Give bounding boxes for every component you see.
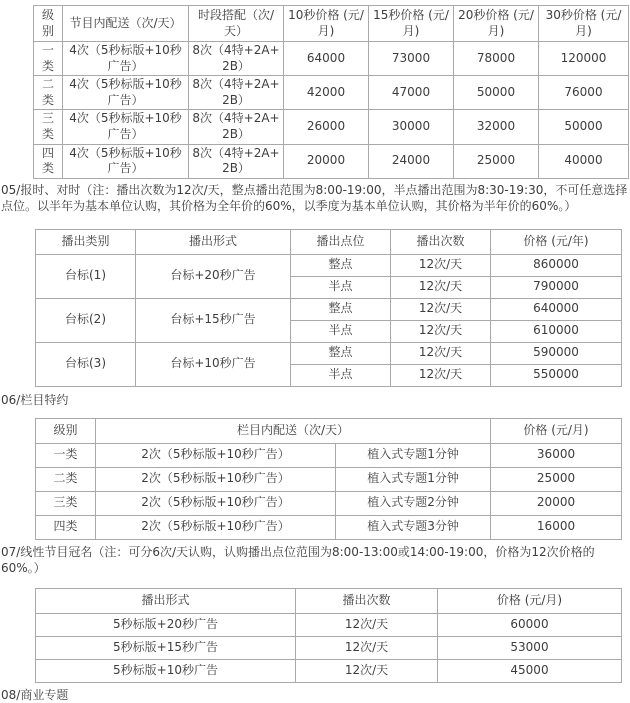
cell-times: 12次/天 — [391, 298, 491, 320]
cell-price-30s: 50000 — [539, 110, 629, 144]
table-row — [34, 76, 629, 110]
cell-embedded-topic: 植入式专题1分钟 — [336, 467, 491, 491]
col-header-price-15s: 15秒价格 (元/月) — [369, 6, 454, 42]
col-header-broadcast-position: 播出点位 — [291, 229, 391, 254]
cell-timeslot-mix: 8次（4特+2A+2B） — [189, 76, 284, 110]
cell-times: 12次/天 — [391, 364, 491, 386]
cell-times: 12次/天 — [296, 636, 438, 659]
cell-price-10s: 26000 — [284, 110, 369, 144]
linear-naming-price-table — [35, 588, 622, 683]
note-06-column-special: 06/栏目特约 — [1, 392, 69, 407]
cell-position: 整点 — [291, 342, 391, 364]
table-row — [34, 42, 629, 76]
station-logo-price-table — [35, 229, 622, 387]
program-ad-price-table — [33, 5, 629, 179]
note-08-commercial-topic: 08/商业专题 — [1, 687, 69, 702]
cell-price-20s: 50000 — [454, 76, 539, 110]
cell-level: 二类 — [36, 467, 96, 491]
cell-program-bundle: 4次（5秒标版+10秒广告） — [63, 144, 189, 178]
cell-timeslot-mix: 8次（4特+2A+2B） — [189, 110, 284, 144]
cell-embedded-topic: 植入式专题2分钟 — [336, 491, 491, 515]
cell-price-10s: 20000 — [284, 144, 369, 178]
cell-price-20s: 32000 — [454, 110, 539, 144]
cell-times: 12次/天 — [391, 320, 491, 342]
cell-price: 550000 — [491, 364, 622, 386]
col-header-price-10s: 10秒价格 (元/月) — [284, 6, 369, 42]
cell-price: 45000 — [438, 659, 622, 682]
col-header-broadcast-form: 播出形式 — [136, 229, 291, 254]
cell-price: 860000 — [491, 254, 622, 276]
table-row — [36, 491, 622, 515]
cell-position: 整点 — [291, 298, 391, 320]
cell-position: 半点 — [291, 276, 391, 298]
col-header-level: 级别 — [34, 6, 63, 42]
cell-price-30s: 40000 — [539, 144, 629, 178]
note-05-time-signal: 05/报时、对时（注：播出次数为12次/天，整点播出范围为8:00-19:00，半点播出范围为8:30-19:30，不可任意选择点位。以半年为基本单位认购，其价格为全年价的60%，以季度为基本单位认购，其价格为半年价的60%。） — [1, 182, 628, 213]
table-row — [36, 254, 622, 276]
cell-price-15s: 73000 — [369, 42, 454, 76]
col-header-level: 级别 — [36, 418, 96, 443]
cell-bundle: 2次（5秒标版+10秒广告） — [96, 443, 336, 467]
cell-level: 三类 — [34, 110, 63, 144]
col-header-broadcast-times: 播出次数 — [296, 588, 438, 613]
table-row — [36, 467, 622, 491]
cell-price: 36000 — [491, 443, 622, 467]
table-header-row — [36, 588, 622, 613]
col-header-timeslot-mix: 时段搭配（次/天） — [189, 6, 284, 42]
cell-price-30s: 76000 — [539, 76, 629, 110]
cell-price: 640000 — [491, 298, 622, 320]
cell-category: 台标(3) — [36, 342, 136, 386]
table-row — [36, 659, 622, 682]
cell-position: 整点 — [291, 254, 391, 276]
col-header-price-30s: 30秒价格 (元/月) — [539, 6, 629, 42]
cell-category: 台标(1) — [36, 254, 136, 298]
col-header-price-20s: 20秒价格 (元/月) — [454, 6, 539, 42]
cell-price-20s: 25000 — [454, 144, 539, 178]
cell-bundle: 2次（5秒标版+10秒广告） — [96, 491, 336, 515]
cell-form: 台标+10秒广告 — [136, 342, 291, 386]
cell-form: 台标+20秒广告 — [136, 254, 291, 298]
cell-form: 5秒标版+20秒广告 — [36, 613, 296, 636]
cell-timeslot-mix: 8次（4特+2A+2B） — [189, 42, 284, 76]
cell-times: 12次/天 — [296, 613, 438, 636]
cell-category: 台标(2) — [36, 298, 136, 342]
cell-times: 12次/天 — [391, 342, 491, 364]
table-row — [36, 298, 622, 320]
cell-program-bundle: 4次（5秒标版+10秒广告） — [63, 42, 189, 76]
cell-price: 25000 — [491, 467, 622, 491]
cell-price-15s: 24000 — [369, 144, 454, 178]
cell-level: 二类 — [34, 76, 63, 110]
col-header-price-per-month: 价格 (元/月) — [438, 588, 622, 613]
cell-price: 610000 — [491, 320, 622, 342]
cell-price: 60000 — [438, 613, 622, 636]
cell-position: 半点 — [291, 364, 391, 386]
table-row — [36, 636, 622, 659]
col-header-price-per-year: 价格 (元/年) — [491, 229, 622, 254]
table-row — [36, 342, 622, 364]
cell-price-30s: 120000 — [539, 42, 629, 76]
table-header-row — [36, 229, 622, 254]
col-header-column-bundle: 栏目内配送（次/天） — [96, 418, 491, 443]
cell-price-20s: 78000 — [454, 42, 539, 76]
table-row — [36, 443, 622, 467]
table-row — [34, 110, 629, 144]
cell-times: 12次/天 — [296, 659, 438, 682]
cell-embedded-topic: 植入式专题1分钟 — [336, 443, 491, 467]
col-header-price-per-month: 价格 (元/月) — [491, 418, 622, 443]
cell-price-10s: 64000 — [284, 42, 369, 76]
cell-program-bundle: 4次（5秒标版+10秒广告） — [63, 76, 189, 110]
table-row — [36, 515, 622, 539]
table-header-row — [36, 418, 622, 443]
table-row — [36, 613, 622, 636]
table-row — [34, 144, 629, 178]
cell-price: 590000 — [491, 342, 622, 364]
cell-bundle: 2次（5秒标版+10秒广告） — [96, 467, 336, 491]
col-header-broadcast-form: 播出形式 — [36, 588, 296, 613]
col-header-program-bundle: 节目内配送（次/天） — [63, 6, 189, 42]
cell-form: 5秒标版+10秒广告 — [36, 659, 296, 682]
cell-bundle: 2次（5秒标版+10秒广告） — [96, 515, 336, 539]
cell-level: 四类 — [36, 515, 96, 539]
cell-price: 16000 — [491, 515, 622, 539]
cell-price-10s: 42000 — [284, 76, 369, 110]
col-header-broadcast-category: 播出类别 — [36, 229, 136, 254]
cell-form: 5秒标版+15秒广告 — [36, 636, 296, 659]
cell-level: 三类 — [36, 491, 96, 515]
cell-times: 12次/天 — [391, 254, 491, 276]
cell-price: 790000 — [491, 276, 622, 298]
cell-price-15s: 30000 — [369, 110, 454, 144]
cell-times: 12次/天 — [391, 276, 491, 298]
cell-position: 半点 — [291, 320, 391, 342]
cell-price: 53000 — [438, 636, 622, 659]
cell-timeslot-mix: 8次（4特+2A+2B） — [189, 144, 284, 178]
cell-price: 20000 — [491, 491, 622, 515]
column-special-price-table — [35, 418, 622, 540]
note-07-linear-naming: 07/线性节目冠名（注：可分6次/天认购，认购播出点位范围为8:00-13:00或14:00-19:00，价格为12次价格的60%。） — [1, 544, 595, 575]
cell-level: 一类 — [36, 443, 96, 467]
cell-embedded-topic: 植入式专题3分钟 — [336, 515, 491, 539]
cell-form: 台标+15秒广告 — [136, 298, 291, 342]
cell-level: 四类 — [34, 144, 63, 178]
cell-program-bundle: 4次（5秒标版+10秒广告） — [63, 110, 189, 144]
cell-price-15s: 47000 — [369, 76, 454, 110]
table-header-row — [34, 6, 629, 42]
col-header-broadcast-times: 播出次数 — [391, 229, 491, 254]
cell-level: 一类 — [34, 42, 63, 76]
